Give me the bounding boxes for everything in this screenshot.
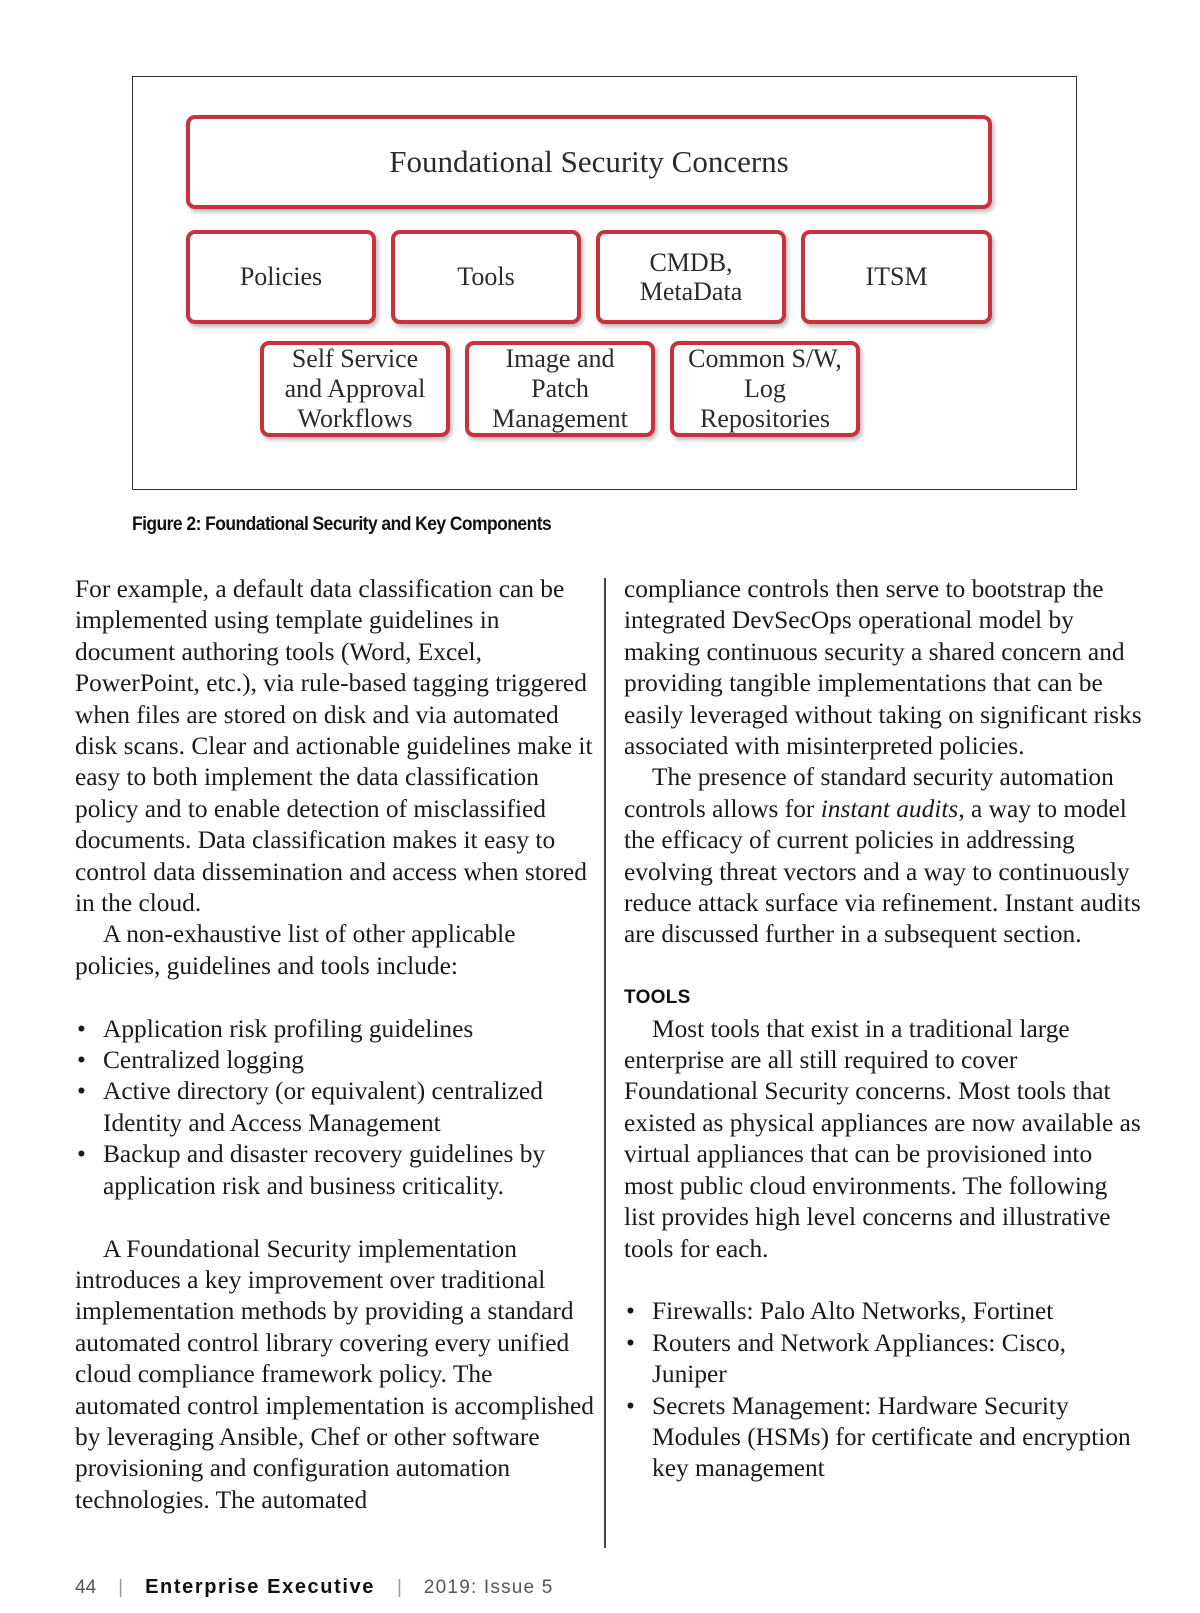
list-item: • Application risk profiling guidelines: [75, 1014, 595, 1045]
spacer: [75, 1202, 595, 1233]
list-item: • Routers and Network Appliances: Cisco, Juniper: [624, 1328, 1144, 1391]
left-column: [75, 574, 595, 1516]
list-item: • Secrets Management: Hardware Security Modules (HSMs) for certificate and encryption key management: [624, 1391, 1144, 1485]
box-image-patch-management: Image and Patch Management: [465, 341, 655, 437]
box-itsm: ITSM: [801, 230, 992, 324]
list-item: • Active directory (or equivalent) centralized Identity and Access Management: [75, 1076, 595, 1139]
bullet-list-policies: [75, 1014, 595, 1202]
right-column: [624, 574, 1144, 1485]
publication-name: Enterprise Executive: [145, 1576, 375, 1598]
emphasis-instant-audits: instant audits: [820, 794, 959, 823]
bullet-list-tools: [624, 1296, 1144, 1484]
text-run: The presence of standard security automation controls allows for: [624, 763, 1114, 823]
box-common-sw-log-repositories: Common S/W, Log Repositories: [670, 341, 860, 437]
spacer: [624, 951, 1144, 982]
page-number: 44: [75, 1576, 97, 1598]
text-run: , a way to model the efficacy of current policies in addressing evolving threat vectors and a way to continuously reduce attack surface via refinement. Instant audits are discussed further in a subsequent section.: [624, 794, 1141, 949]
footer-separator: |: [396, 1576, 402, 1598]
box-tools: Tools: [391, 230, 581, 324]
figure-caption: Figure 2: Foundational Security and Key Components: [132, 514, 552, 535]
list-item: • Centralized logging: [75, 1045, 595, 1076]
paragraph: A non-exhaustive list of other applicable policies, guidelines and tools include:: [75, 920, 516, 980]
list-item: • Backup and disaster recovery guidelines by application risk and business criticality.: [75, 1139, 595, 1202]
page-footer: [75, 1576, 554, 1599]
paragraph: [624, 762, 1144, 950]
box-self-service-workflows: Self Service and Approval Workflows: [260, 341, 450, 437]
paragraph: A Foundational Security implementation introduces a key improvement over traditional implementation methods by providing a standard automated control library covering every unified cloud compliance framework policy. The automated control implementation is accomplished by leveraging Ansible, Chef or other software provisioning and configuration automation technologies. The automated: [75, 1234, 594, 1514]
figure-diagram: [132, 76, 1077, 490]
paragraph: compliance controls then serve to bootstrap the integrated DevSecOps operational model by making continuous security a shared concern and providing tangible implementations that can be easily leveraged without taking on significant risks associated with misinterpreted policies.: [624, 575, 1142, 761]
spacer: [624, 1265, 1144, 1296]
issue-label: 2019: Issue 5: [423, 1576, 554, 1598]
box-policies: Policies: [186, 230, 376, 324]
footer-separator: |: [118, 1576, 124, 1598]
paragraph: For example, a default data classification can be implemented using template guidelines in document authoring tools (Word, Excel, PowerPoint, etc.), via rule-based tagging triggered when files are stored on disk and via automated disk scans. Clear and actionable guidelines make it easy to both implement the data classification policy and to enable detection of misclassified documents. Data classification makes it easy to control data dissemination and access when stored in the cloud.: [75, 575, 593, 918]
spacer: [75, 982, 595, 1013]
paragraph: Most tools that exist in a traditional large enterprise are all still required to cover Foundational Security concerns. Most tools that existed as physical appliances are now available as virtual appliances that can be provisioned into most public cloud environments. The following list provides high level concerns and illustrative tools for each.: [624, 1014, 1141, 1263]
box-cmdb-metadata: CMDB, MetaData: [596, 230, 786, 324]
box-foundational-security-concerns: Foundational Security Concerns: [186, 115, 992, 209]
column-divider: [604, 578, 606, 1548]
list-item: • Firewalls: Palo Alto Networks, Fortinet: [624, 1296, 1144, 1327]
section-heading-tools: TOOLS: [624, 987, 691, 1009]
